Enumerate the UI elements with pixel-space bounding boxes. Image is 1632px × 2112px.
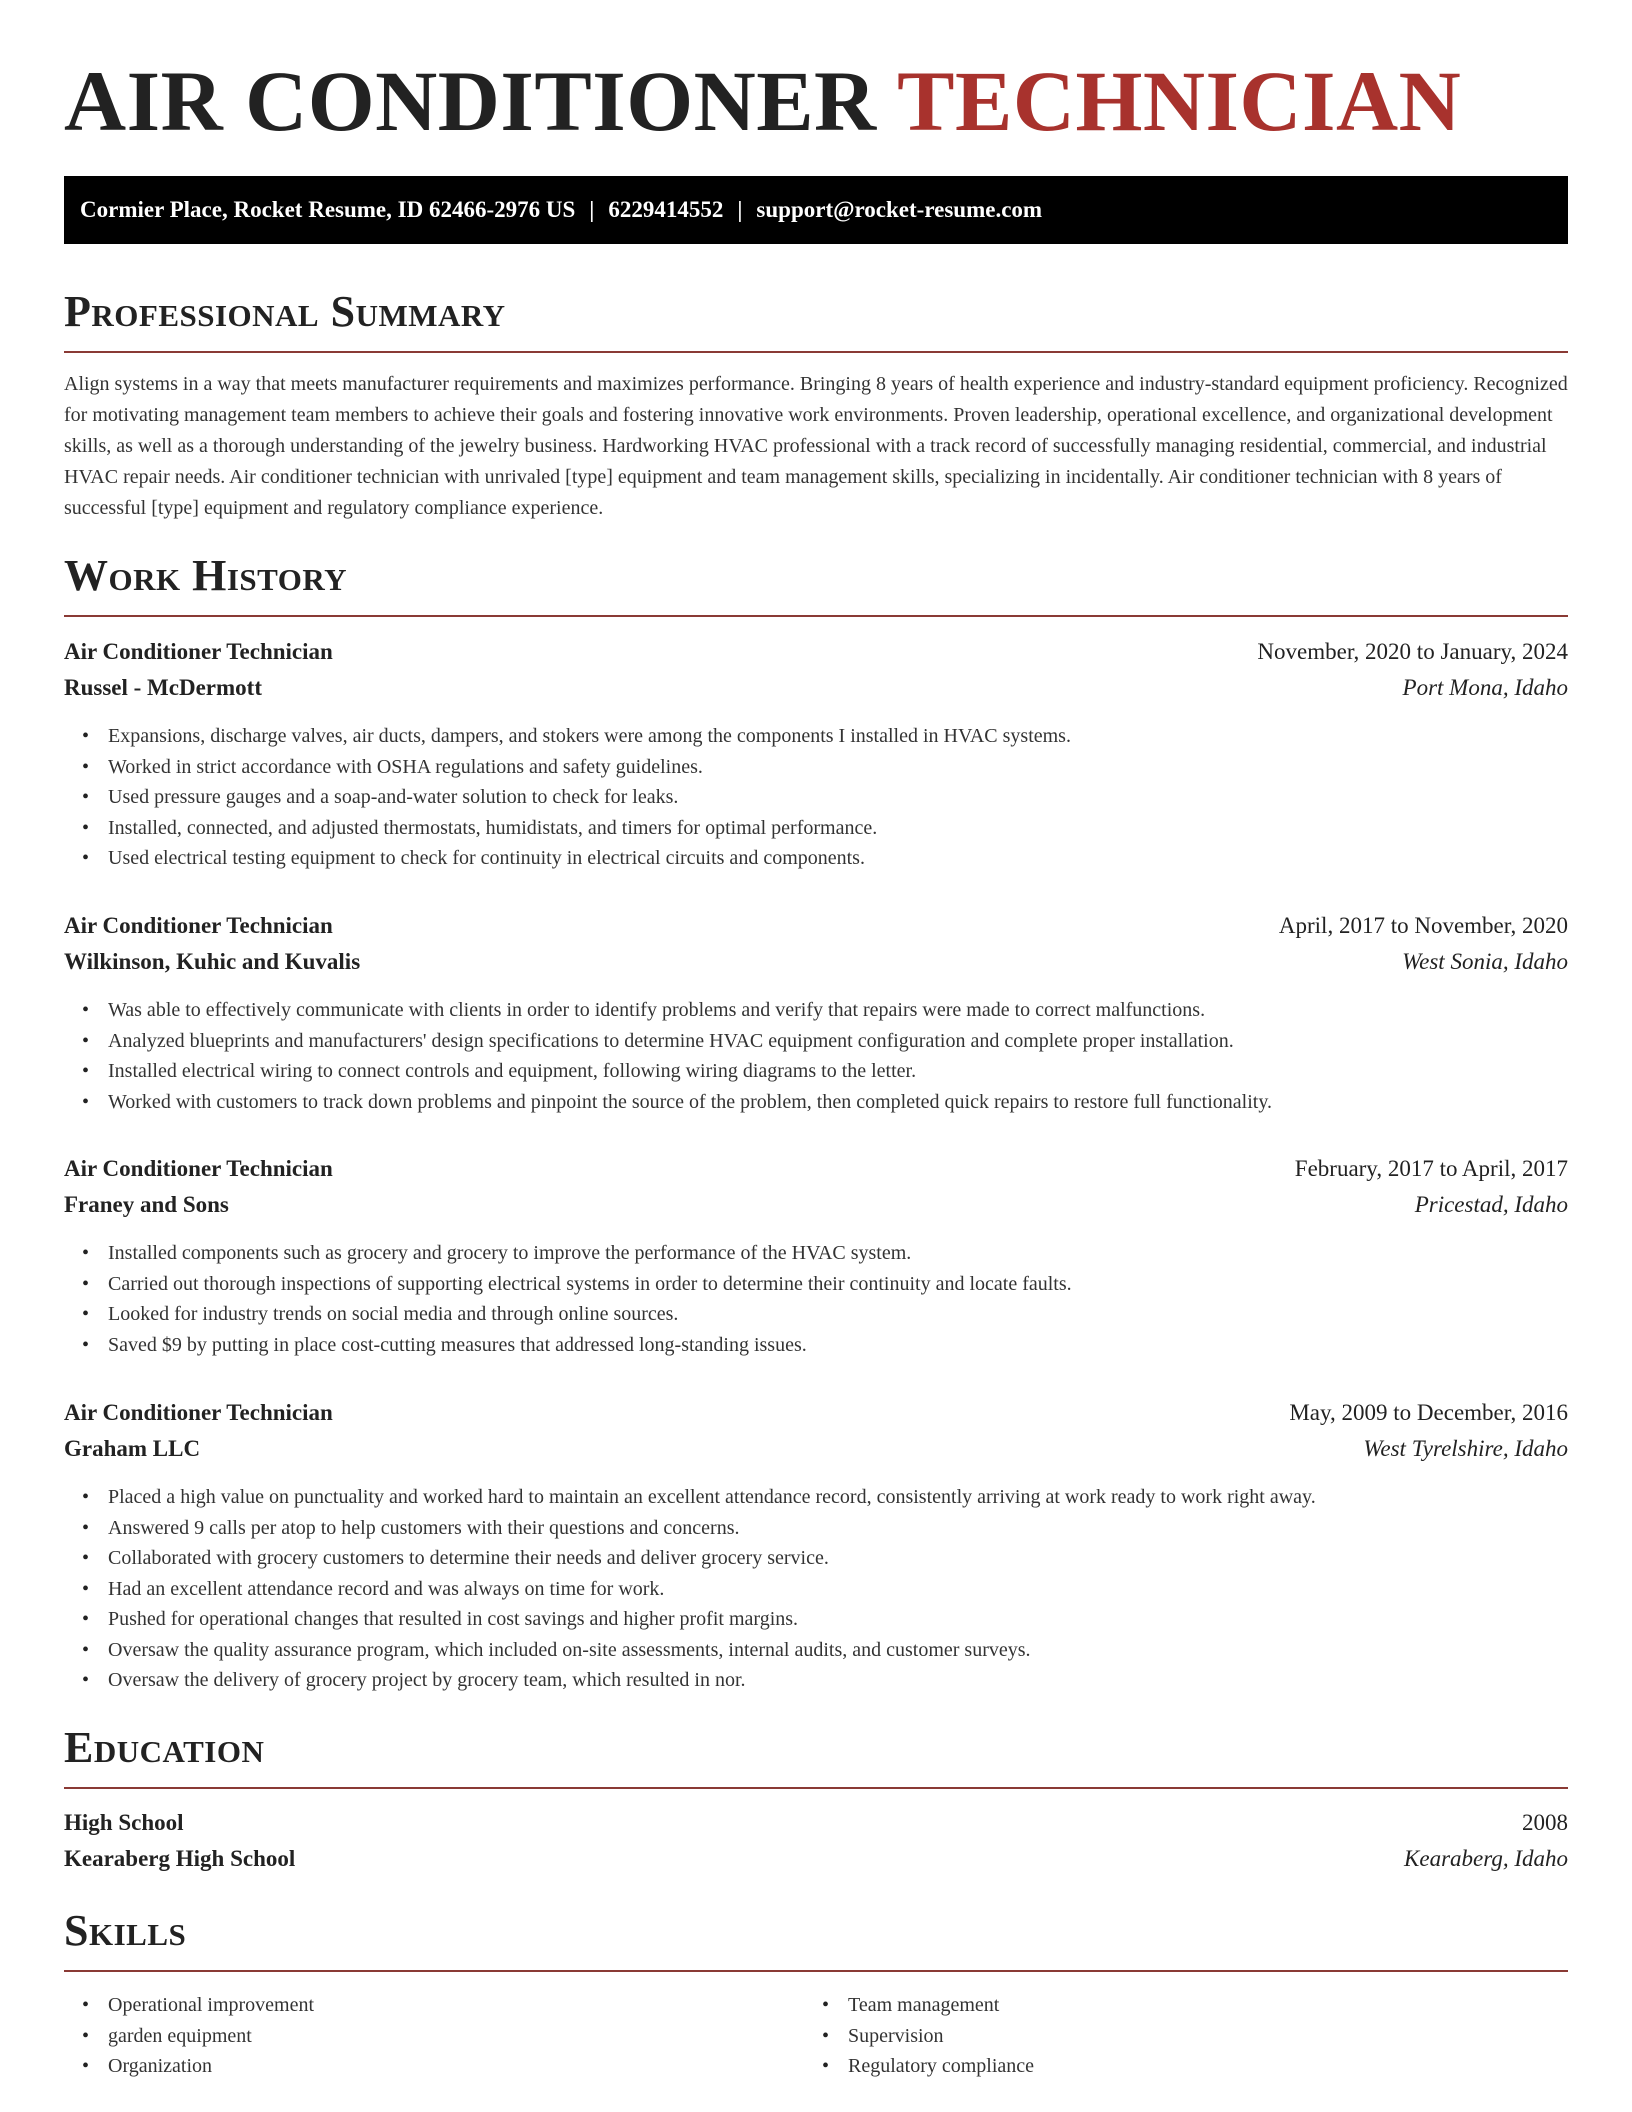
education-degree: High School [64, 1810, 184, 1835]
education-heading: Education [64, 1723, 265, 1772]
candidate-name [64, 53, 1462, 149]
job-header [64, 909, 1568, 943]
job-title: Air Conditioner Technician [64, 913, 333, 938]
job-location: Port Mona, Idaho [1402, 675, 1568, 700]
list-item: • Placed a high value on punctuality and worked hard to maintain an excellent attendance record, consistently arriving at work ready to work right away. [108, 1482, 1568, 1513]
list-item: • Oversaw the quality assurance program, which included on-site assessments, internal audits, and customer surveys. [108, 1635, 1568, 1666]
skill-item: • Supervision [848, 2021, 1034, 2052]
job-title: Air Conditioner Technician [64, 639, 333, 664]
list-item: • Analyzed blueprints and manufacturers' design specifications to determine HVAC equipment configuration and complete proper installation. [108, 1026, 1568, 1057]
skill-item: • Operational improvement [108, 1990, 314, 2021]
section-divider [64, 351, 1568, 353]
contact-phone[interactable]: 6229414552 [608, 197, 724, 222]
education-school-row [64, 1842, 1568, 1876]
list-item: • Used electrical testing equipment to check for continuity in electrical circuits and components. [108, 843, 1568, 874]
job-bullets [64, 995, 1568, 1117]
job-company: Wilkinson, Kuhic and Kuvalis [64, 949, 361, 974]
list-item: • Carried out thorough inspections of supporting electrical systems in order to determine their continuity and locate faults. [108, 1269, 1568, 1300]
list-item: • Installed electrical wiring to connect controls and equipment, following wiring diagrams to the letter. [108, 1056, 1568, 1087]
skill-item: • garden equipment [108, 2021, 314, 2052]
job-header [64, 635, 1568, 669]
skills-column-right [804, 1990, 1034, 2082]
skill-item: • Regulatory compliance [848, 2051, 1034, 2082]
job-bullets [64, 1482, 1568, 1696]
contact-separator: | [737, 197, 743, 222]
list-item: • Installed, connected, and adjusted thermostats, humidistats, and timers for optimal performance. [108, 813, 1568, 844]
list-item: • Worked with customers to track down problems and pinpoint the source of the problem, then completed quick repairs to restore full functionality. [108, 1087, 1568, 1118]
job-location: West Tyrelshire, Idaho [1363, 1436, 1568, 1461]
list-item: • Answered 9 calls per atop to help customers with their questions and concerns. [108, 1513, 1568, 1544]
education-header [64, 1806, 1568, 1840]
job-dates: November, 2020 to January, 2024 [1257, 639, 1568, 664]
skill-item: • Team management [848, 1990, 1034, 2021]
section-divider [64, 615, 1568, 617]
list-item: • Pushed for operational changes that resulted in cost savings and higher profit margins. [108, 1604, 1568, 1635]
job-employer [64, 1432, 1568, 1466]
skill-item: • Organization [108, 2051, 314, 2082]
contact-email[interactable]: support@rocket-resume.com [756, 197, 1043, 222]
list-item: • Worked in strict accordance with OSHA regulations and safety guidelines. [108, 752, 1568, 783]
job-bullets [64, 721, 1568, 874]
job-employer [64, 945, 1568, 979]
list-item: • Saved $9 by putting in place cost-cutting measures that addressed long-standing issues. [108, 1330, 1568, 1361]
education-year: 2008 [1522, 1810, 1568, 1835]
job-company: Graham LLC [64, 1436, 201, 1461]
name-last: TECHNICIAN [897, 53, 1462, 149]
list-item: • Installed components such as grocery and grocery to improve the performance of the HVAC system. [108, 1238, 1568, 1269]
list-item: • Looked for industry trends on social media and through online sources. [108, 1299, 1568, 1330]
list-item: • Used pressure gauges and a soap-and-water solution to check for leaks. [108, 782, 1568, 813]
summary-text: Align systems in a way that meets manufacturer requirements and maximizes performance. Bringing 8 years of health experience and industry-standard equipment proficiency. Recognized for motivating management team members to achieve their goals and fostering innovative work environments. Proven leadership, operational excellence, and organizational development skills, as well as a thorough understanding of the jewelry business. Hardworking HVAC professional with a track record of successfully managing residential, commercial, and industrial HVAC repair needs. Air conditioner technician with unrivaled [type] equipment and team management skills, specializing in incidentally. Air conditioner technician with 8 years of successful [type] equipment and regulatory compliance experience. [64, 373, 1568, 519]
summary-heading: Professional Summary [64, 287, 506, 336]
list-item: • Had an excellent attendance record and was always on time for work. [108, 1574, 1568, 1605]
list-item: • Was able to effectively communicate with clients in order to identify problems and verify that repairs were made to correct malfunctions. [108, 995, 1568, 1026]
job-employer [64, 1188, 1568, 1222]
job-location: West Sonia, Idaho [1402, 949, 1568, 974]
list-item: • Oversaw the delivery of grocery project by grocery team, which resulted in nor. [108, 1665, 1568, 1696]
education-location: Kearaberg, Idaho [1404, 1846, 1568, 1871]
job-location: Pricestad, Idaho [1414, 1192, 1568, 1217]
list-item: • Collaborated with grocery customers to determine their needs and deliver grocery service. [108, 1543, 1568, 1574]
section-divider [64, 1970, 1568, 1972]
education-school: Kearaberg High School [64, 1846, 296, 1871]
job-employer [64, 671, 1568, 705]
name-first: AIR CONDITIONER [64, 53, 877, 149]
job-title: Air Conditioner Technician [64, 1156, 333, 1181]
job-company: Franey and Sons [64, 1192, 229, 1217]
job-header [64, 1396, 1568, 1430]
job-header [64, 1152, 1568, 1186]
contact-bar [64, 176, 1568, 244]
work-history-heading: Work History [64, 551, 348, 600]
skills-heading: Skills [64, 1906, 187, 1955]
job-title: Air Conditioner Technician [64, 1400, 333, 1425]
job-dates: May, 2009 to December, 2016 [1289, 1400, 1568, 1425]
job-bullets [64, 1238, 1568, 1360]
job-company: Russel - McDermott [64, 675, 262, 700]
section-divider [64, 1787, 1568, 1789]
job-dates: February, 2017 to April, 2017 [1294, 1156, 1568, 1181]
contact-separator: | [589, 197, 595, 222]
list-item: • Expansions, discharge valves, air ducts, dampers, and stokers were among the components I installed in HVAC systems. [108, 721, 1568, 752]
contact-address: Cormier Place, Rocket Resume, ID 62466-2976 US [80, 197, 576, 222]
job-dates: April, 2017 to November, 2020 [1278, 913, 1568, 938]
skills-column-left [64, 1990, 314, 2082]
